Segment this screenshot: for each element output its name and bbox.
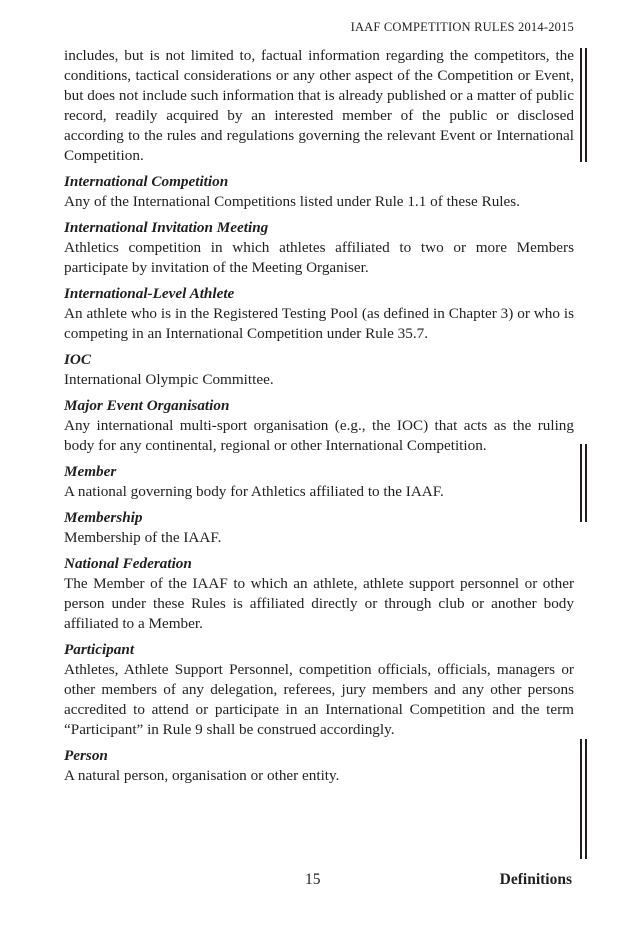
definition-text: A national governing body for Athletics affiliated to the IAAF. xyxy=(64,483,444,500)
definition-entry xyxy=(64,396,574,456)
definition-term: IOC xyxy=(64,351,92,368)
definition-entry xyxy=(64,284,574,344)
definition-term: Person xyxy=(64,747,108,764)
definition-text: A natural person, organisation or other entity. xyxy=(64,767,340,784)
intro-paragraph: includes, but is not limited to, factual information regarding the competitors, the conditions, tactical considerations or any other aspect of the Competition or Event, but does not include such information that is already published or a matter of public record, readily acquired by an interested member of the public or disclosed according to the rules and regulations governing the relevant Event or International Competition. xyxy=(64,47,574,164)
definition-text: The Member of the IAAF to which an athlete, athlete support personnel or other person under these Rules is affiliated directly or through club or another body affiliated to a Member. xyxy=(64,575,574,632)
definition-text: Any of the International Competitions listed under Rule 1.1 of these Rules. xyxy=(64,193,520,210)
definition-term: Member xyxy=(64,463,117,480)
definition-term: National Federation xyxy=(64,555,192,572)
definition-entry xyxy=(64,640,574,740)
definition-text: Athletes, Athlete Support Personnel, competition officials, officials, managers or other members of any delegation, referees, jury members and any other persons accredited to attend or participate in an International Competition and the term “Participant” in Rule 9 shall be construed accordingly. xyxy=(64,661,574,738)
definition-text: Membership of the IAAF. xyxy=(64,529,222,546)
revision-bar xyxy=(580,739,587,859)
definition-term: Major Event Organisation xyxy=(64,397,230,414)
definition-text: Any international multi-sport organisation (e.g., the IOC) that acts as the ruling body for any continental, regional or other International Competition. xyxy=(64,417,574,454)
definition-entry xyxy=(64,554,574,634)
page-body xyxy=(64,46,574,792)
definition-term: International Invitation Meeting xyxy=(64,219,269,236)
running-header: IAAF COMPETITION RULES 2014-2015 xyxy=(350,20,574,34)
definition-term: International Competition xyxy=(64,173,229,190)
revision-bar xyxy=(580,444,587,522)
section-name: Definitions xyxy=(499,871,572,888)
definition-term: International-Level Athlete xyxy=(64,285,235,302)
definition-entry xyxy=(64,508,574,548)
definition-text: An athlete who is in the Registered Testing Pool (as defined in Chapter 3) or who is competing in an International Competition under Rule 35.7. xyxy=(64,305,574,342)
definition-entry xyxy=(64,746,574,786)
definition-term: Participant xyxy=(64,641,135,658)
definition-text: Athletics competition in which athletes affiliated to two or more Members participate by invitation of the Meeting Organiser. xyxy=(64,239,574,276)
definition-entry xyxy=(64,172,574,212)
definition-entry xyxy=(64,462,574,502)
definition-text: International Olympic Committee. xyxy=(64,371,274,388)
page-number: 15 xyxy=(305,871,321,888)
definition-entry xyxy=(64,350,574,390)
definition-entry xyxy=(64,218,574,278)
revision-bar xyxy=(580,48,587,162)
definition-term: Membership xyxy=(64,509,143,526)
